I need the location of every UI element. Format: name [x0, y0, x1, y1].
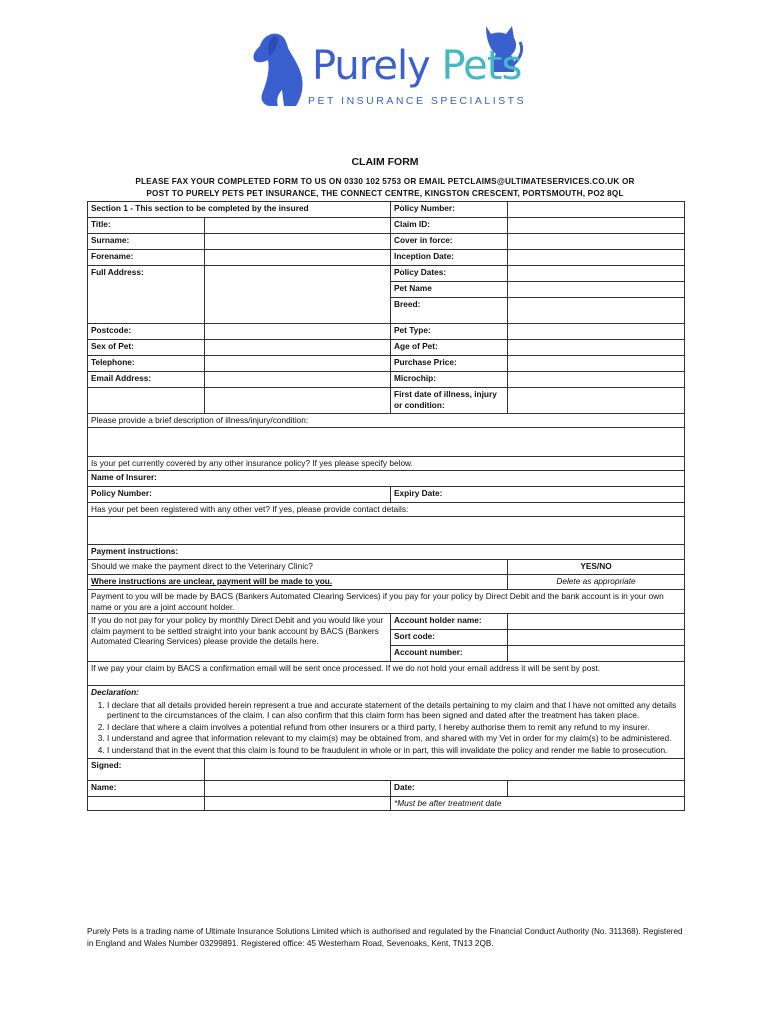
title-field[interactable] — [205, 218, 391, 234]
delete-note: Delete as appropriate — [508, 575, 685, 590]
claim-form-table — [87, 201, 685, 811]
bacs-confirmation-note: If we pay your claim by BACS a confirmation email will be sent once processed. If we do not hold your email address it will be sent by post. — [88, 662, 685, 686]
account-number-label: Account number: — [391, 646, 508, 662]
account-number-field[interactable] — [508, 646, 685, 662]
price-label: Purchase Price: — [391, 356, 508, 372]
other-policy-number-label: Policy Number: — [88, 487, 391, 503]
declaration-item: 2. I declare that where a claim involves a potential refund from other insurers or a third party, I hereby authorise them to remit any refund to my insurer. — [107, 722, 681, 733]
yes-no-option[interactable]: YES/NO — [508, 560, 685, 575]
postcode-label: Postcode: — [88, 324, 205, 340]
instructions-line-2: POST TO PURELY PETS PET INSURANCE, THE CONNECT CENTRE, KINGSTON CRESCENT, PORTSMOUTH, PO2 8QL — [146, 188, 624, 198]
sex-label: Sex of Pet: — [88, 340, 205, 356]
brand-name: Purely Pets — [312, 43, 522, 89]
inception-field[interactable] — [508, 250, 685, 266]
sort-code-field[interactable] — [508, 630, 685, 646]
bacs-info: Payment to you will be made by BACS (Bankers Automated Clearing Services) if you pay for your policy by Direct Debit and the bank account is in your own name or you are a joint account holder. — [88, 590, 685, 614]
signed-label: Signed: — [88, 759, 205, 781]
pet-type-field[interactable] — [508, 324, 685, 340]
empty-cell — [88, 797, 205, 811]
claim-id-field[interactable] — [508, 218, 685, 234]
address-label: Full Address: — [88, 266, 205, 324]
title-label: Title: — [88, 218, 205, 234]
claim-id-label: Claim ID: — [391, 218, 508, 234]
first-date-field[interactable] — [508, 388, 685, 414]
declaration-item: 4. I understand that in the event that this claim is found to be fraudulent in whole or in part, this will invalidate the policy and render me liable to prosecution. — [107, 745, 681, 756]
illness-description-field[interactable] — [88, 428, 685, 457]
telephone-label: Telephone: — [88, 356, 205, 372]
other-vet-prompt: Has your pet been registered with any other vet? If yes, please provide contact details: — [88, 503, 685, 517]
email-label: Email Address: — [88, 372, 205, 388]
empty-cell — [205, 797, 391, 811]
breed-label: Breed: — [391, 298, 508, 324]
policy-number-field[interactable] — [508, 202, 685, 218]
instructions-line-1: PLEASE FAX YOUR COMPLETED FORM TO US ON 0330 102 5753 OR EMAIL PETCLAIMS@ULTIMATESERVICES.CO.UK OR — [135, 177, 635, 186]
claim-form — [87, 201, 684, 886]
age-field[interactable] — [508, 340, 685, 356]
forename-field[interactable] — [205, 250, 391, 266]
other-insurance-prompt: Is your pet currently covered by any other insurance policy? If yes please specify below. — [88, 457, 685, 471]
payment-heading: Payment instructions: — [88, 545, 685, 560]
account-holder-label: Account holder name: — [391, 614, 508, 630]
pet-type-label: Pet Type: — [391, 324, 508, 340]
microchip-field[interactable] — [508, 372, 685, 388]
name-field[interactable] — [205, 781, 391, 797]
cover-label: Cover in force: — [391, 234, 508, 250]
empty-cell — [88, 388, 205, 414]
sex-field[interactable] — [205, 340, 391, 356]
surname-field[interactable] — [205, 234, 391, 250]
signature-field[interactable] — [205, 759, 685, 781]
purely-pets-logo — [248, 20, 528, 112]
declaration-block — [88, 686, 685, 759]
policy-number-label: Policy Number: — [391, 202, 508, 218]
postcode-field[interactable] — [205, 324, 391, 340]
email-extra-field[interactable] — [205, 388, 391, 414]
sort-code-label: Sort code: — [391, 630, 508, 646]
date-field[interactable] — [508, 781, 685, 797]
illness-prompt: Please provide a brief description of illness/injury/condition: — [88, 414, 685, 428]
date-label: Date: — [391, 781, 508, 797]
surname-label: Surname: — [88, 234, 205, 250]
email-field[interactable] — [205, 372, 391, 388]
first-date-label: First date of illness, injury or condition: — [391, 388, 508, 414]
inception-label: Inception Date: — [391, 250, 508, 266]
forename-label: Forename: — [88, 250, 205, 266]
expiry-label: Expiry Date: — [391, 487, 685, 503]
declaration-item: 3. I understand and agree that information relevant to my claim(s) may be obtained from, and shared with my Vet in order for my claim(s) to be administered. — [107, 733, 681, 744]
unclear-instructions-note: Where instructions are unclear, payment will be made to you. — [88, 575, 508, 590]
breed-field[interactable] — [508, 298, 685, 324]
section1-heading: Section 1 - This section to be completed by the insured — [88, 202, 391, 218]
price-field[interactable] — [508, 356, 685, 372]
pet-name-label: Pet Name — [391, 282, 508, 298]
brand-tagline: PET INSURANCE SPECIALISTS — [308, 95, 527, 107]
non-direct-debit-info: If you do not pay for your policy by monthly Direct Debit and you would like your claim payment to be settled straight into your bank account by BACS (Bankers Automated Clearing Services) please provide the details here. — [88, 614, 391, 662]
declaration-list — [91, 700, 681, 756]
policy-dates-label: Policy Dates: — [391, 266, 508, 282]
page-title: CLAIM FORM — [351, 156, 419, 168]
footer-legal-text: Purely Pets is a trading name of Ultimate Insurance Solutions Limited which is authorised and regulated by the Financial Conduct Authority (No. 311368). Registered in England and Wales Number 03299891. Registered office: 45 Westerham Road, Sevenoaks, Kent, TN13 2QB. — [87, 927, 683, 948]
pet-name-field[interactable] — [508, 282, 685, 298]
policy-dates-field[interactable] — [508, 266, 685, 282]
date-note: *Must be after treatment date — [391, 797, 685, 811]
insurer-label: Name of Insurer: — [88, 471, 685, 487]
declaration-item: 1. I declare that all details provided herein represent a true and accurate statement of the details pertaining to my claim and that I have not omitted any details pertinent to the circumstances of the claim. I can also confirm that this claim form has been signed and dated after the treatment has taken place. — [107, 700, 681, 721]
telephone-field[interactable] — [205, 356, 391, 372]
age-label: Age of Pet: — [391, 340, 508, 356]
account-holder-field[interactable] — [508, 614, 685, 630]
declaration-heading: Declaration: — [91, 687, 139, 697]
name-label: Name: — [88, 781, 205, 797]
address-field[interactable] — [205, 266, 391, 324]
other-vet-field[interactable] — [88, 517, 685, 545]
submission-instructions — [0, 176, 770, 199]
microchip-label: Microchip: — [391, 372, 508, 388]
payment-question: Should we make the payment direct to the Veterinary Clinic? — [88, 560, 508, 575]
cover-field[interactable] — [508, 234, 685, 250]
